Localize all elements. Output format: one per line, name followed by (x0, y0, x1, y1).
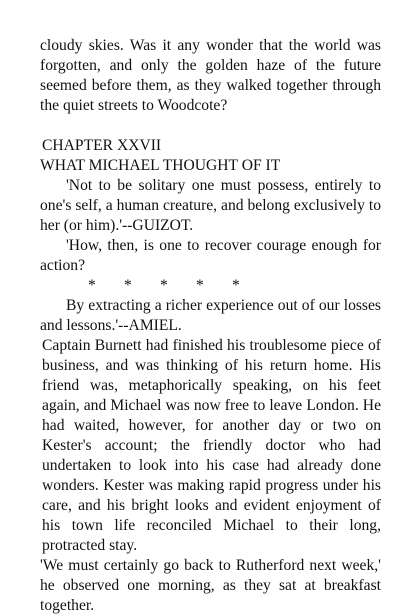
epigraph-guizot: 'Not to be solitary one must possess, entirely to one's self, a human creature, and belong exclusively to her (or him).'--GUIZOT. (40, 177, 381, 234)
body-paragraph: 'We must certainly go back to Rutherford next week,' he observed one morning, as they sat at breakfast together. (40, 557, 381, 614)
star: * (124, 277, 132, 294)
body-paragraph: Captain Burnett had finished his troublesome piece of business, and was thinking of his return home. His friend was, metaphorically speaking, on his feet again, and Michael was now free to leave London. He had waited, however, for another day or two on Kester's account; the friendly doctor who had undertaken to look into his case had already done wonders. Kester was making rapid progress under his care, and his bright looks and evident enjoyment of his town life reconciled Michael to their long, protracted stay. (42, 337, 381, 554)
star: * (196, 277, 204, 294)
chapter-title: WHAT MICHAEL THOUGHT OF IT (40, 157, 281, 174)
chapter-number: CHAPTER XXVII (42, 137, 162, 154)
epigraph-amiel-answer: By extracting a richer experience out of our losses and lessons.'--AMIEL. (40, 297, 381, 334)
star: * (88, 277, 96, 294)
book-page (40, 36, 381, 616)
star: * (160, 277, 168, 294)
section-stars (40, 276, 381, 296)
opening-paragraph: cloudy skies. Was it any wonder that the world was forgotten, and only the golden haze of the future seemed before them, as they walked together through the quiet streets to Woodcote? (40, 37, 381, 114)
section-gap (40, 116, 381, 136)
star: * (232, 277, 240, 294)
epigraph-amiel-question: 'How, then, is one to recover courage enough for action? (40, 237, 381, 274)
